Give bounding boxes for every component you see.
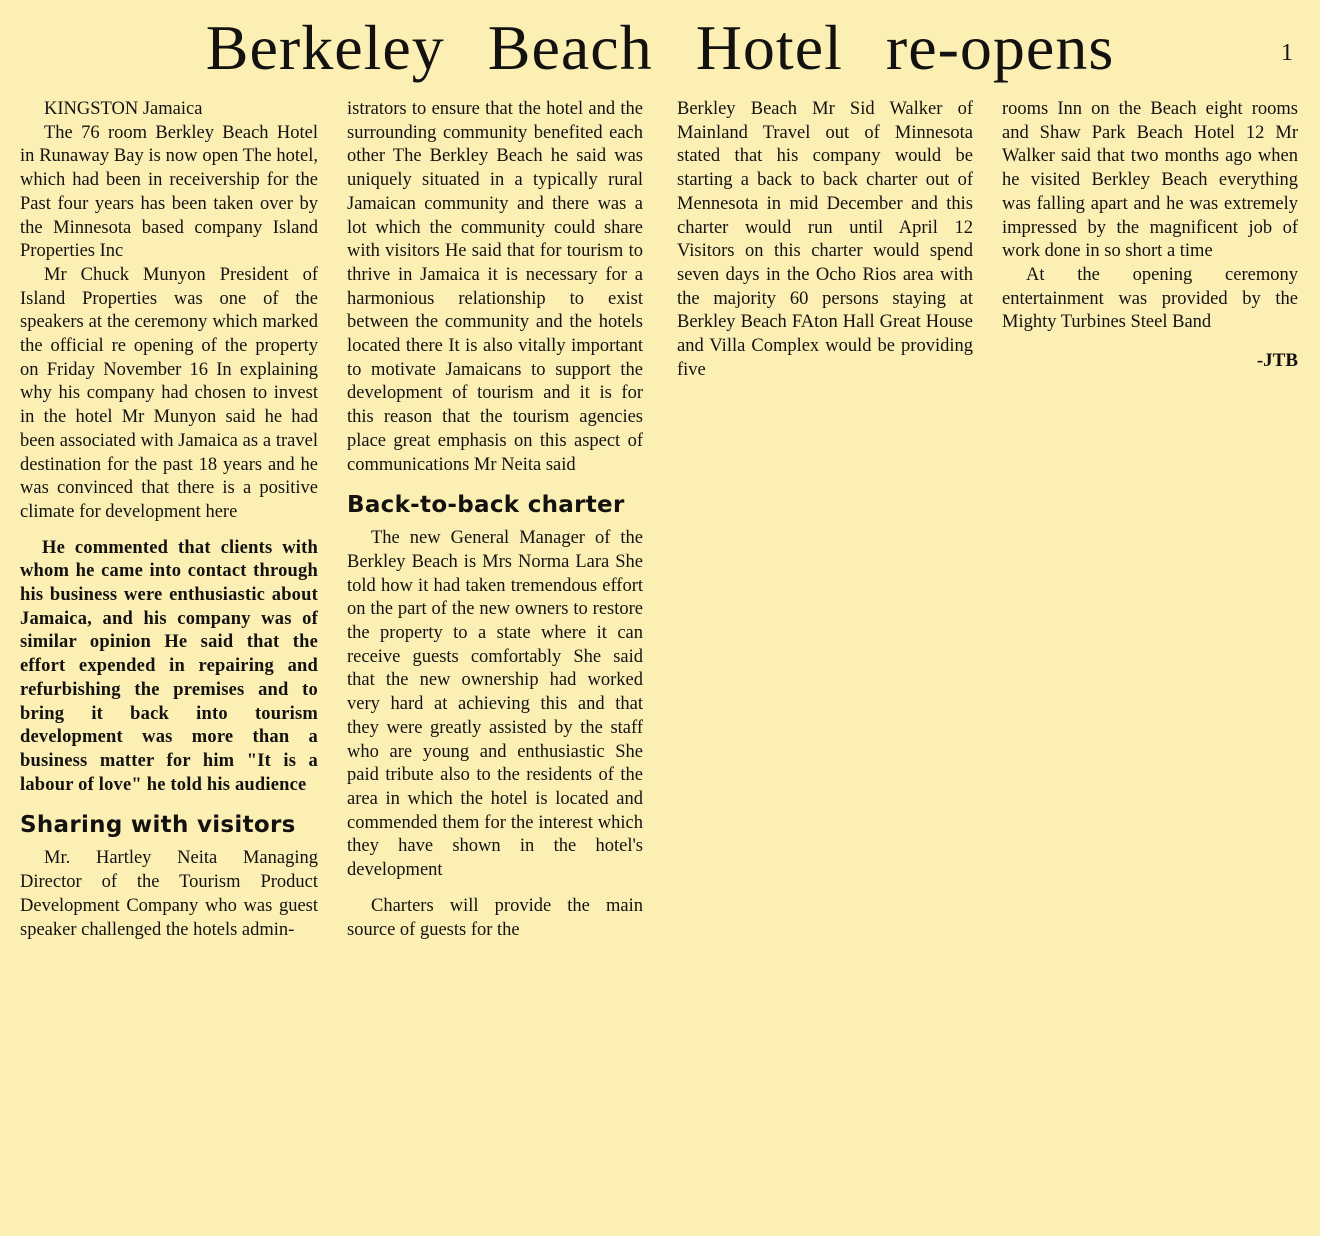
paragraph: Mr Chuck Munyon President of Island Properties was one of the speakers at the ceremony which marked the official re opening of the property on Friday November 16 In explaining why his company had chosen to invest in the hotel Mr Munyon said he had been associated with Jamaica as a travel destination for the past 18 years and he was convinced that there is a positive climate for development here [20, 264, 318, 522]
headline: Berkeley Beach Hotel re-opens [205, 12, 1115, 83]
paragraph: The 76 room Berkley Beach Hotel in Runaway Bay is now open The hotel, which had been in receivership for the Past four years has been taken over by the Minnesota based company Island Properties Inc [20, 122, 318, 262]
dateline: KINGSTON Jamaica [44, 99, 203, 119]
paragraph: The new General Manager of the Berkley Beach is Mrs Norma Lara She told how it had taken tremendous effort on the part of the new owners to restore the property to a state where it can receive guests comfortably She said that the new ownership had worked very hard at achieving this and that they were greatly assisted by the staff who are young and enthusiastic She paid tribute also to the residents of the area in which the hotel is located and commended them for the interest which they have shown in the hotel's development [347, 528, 643, 881]
article-column-2 [347, 98, 643, 1230]
article-column-1 [20, 98, 318, 1230]
article-column-3 [677, 98, 973, 1230]
paragraph: rooms Inn on the Beach eight rooms and Shaw Park Beach Hotel 12 Mr Walker said that two months ago when he visited Berkley Beach everything was falling apart and he was extremely impressed by the magnificent job of work done in so short a time [1002, 99, 1298, 262]
page-number: 1 [1281, 40, 1293, 66]
paragraph: istrators to ensure that the hotel and the surrounding community benefited each other The Berkley Beach he said was uniquely situated in a typically rural Jamaican community and there was a lot which the community could share with visitors He said that for tourism to thrive in Jamaica it is necessary for a harmonious relationship to exist between the community and the hotels located there It is also vitally important to motivate Jamaicans to support the development of tourism and it is for this reason that the tourism agencies place great emphasis on this aspect of communications Mr Neita said [347, 99, 643, 475]
paragraph: Charters will provide the main source of guests for the [347, 895, 643, 940]
byline: -JTB [1256, 350, 1298, 372]
paragraph-bold: He commented that clients with whom he came into contact through his business were enthusiastic about Jamaica, and his company was of similar opinion He said that the effort expended in repairing and refurbishing the premises and to bring it back into tourism development was more than a business matter for him "It is a labour of love" he told his audience [20, 537, 318, 795]
paragraph: Mr. Hartley Neita Managing Director of the Tourism Product Development Company who was guest speaker challenged the hotels admin- [20, 848, 318, 940]
subheading-sharing-with-visitors: Sharing with visitors [20, 812, 296, 839]
paragraph: At the opening ceremony entertainment was provided by the Mighty Turbines Steel Band [1002, 264, 1298, 333]
subheading-back-to-back-charter: Back-to-back charter [347, 492, 625, 519]
article-column-4 [1002, 98, 1298, 1230]
paragraph: Berkley Beach Mr Sid Walker of Mainland Travel out of Minnesota stated that his company would be starting a back to back charter out of Mennesota in mid December and this charter would run until April 12 Visitors on this charter would spend seven days in the Ocho Rios area with the majority 60 persons staying at Berkley Beach FAton Hall Great House and Villa Complex would be providing five [677, 99, 973, 380]
